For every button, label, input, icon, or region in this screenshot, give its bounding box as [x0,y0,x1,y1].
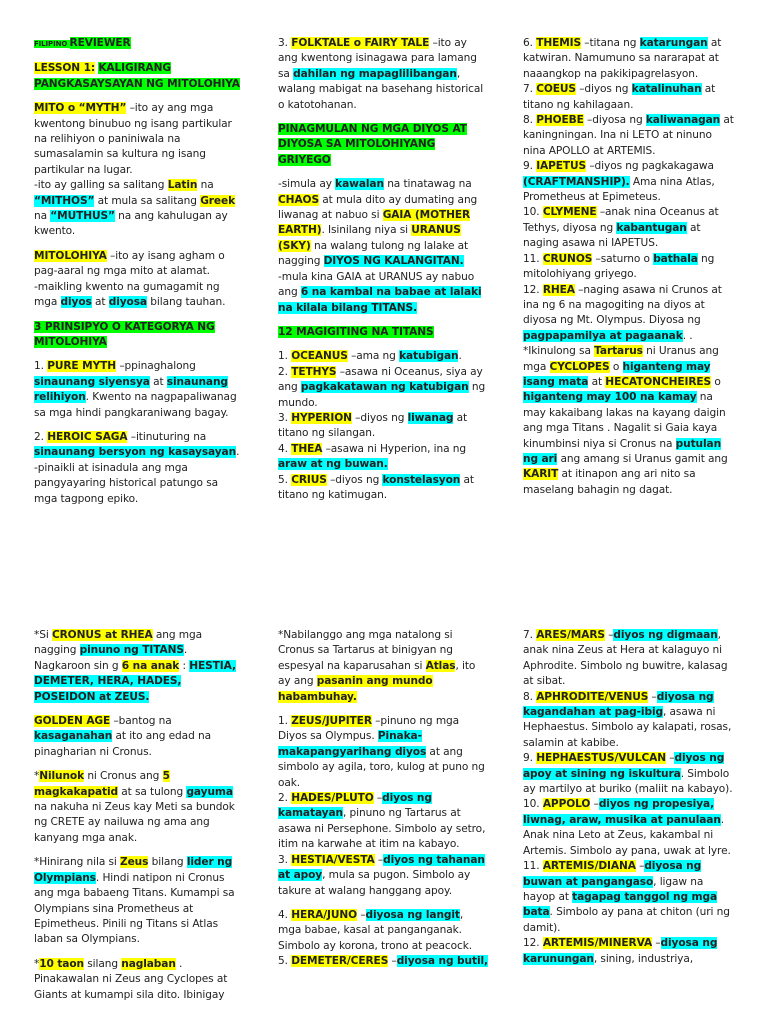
text-run: 3. [278,411,292,424]
paragraph [523,859,735,936]
text-run: 12. [523,937,543,950]
highlighted-text: 12 MAGIGITING NA TITANS [278,325,434,338]
text-run: . . [682,329,693,342]
paragraph [34,61,244,92]
text-run: 10. [523,206,543,219]
highlighted-text: HADES/PLUTO [291,792,374,805]
highlighted-text: ARTEMIS/DIANA [542,860,636,873]
highlighted-text: THEA [291,442,323,455]
text-run: silang [83,957,122,970]
highlighted-text: diyos ng propesiya, liwnag, araw, musika at panulaan [523,798,721,826]
highlighted-text: Zeus [120,856,149,869]
text-run: –asawa ni Oceanus, siya ay ang [278,365,483,394]
text-run: – [388,955,397,968]
top-column-2 [278,36,488,503]
highlighted-text: MITO o “MYTH” [34,102,127,115]
paragraph [523,751,735,797]
paragraph [278,411,488,442]
highlighted-text: Greek [200,194,236,207]
highlighted-text: REVIEWER [69,37,131,49]
text-run: ang mga nagging [34,629,203,657]
text-run: na tinatawag na [383,178,472,191]
highlighted-text: Atlas [425,659,456,672]
text-run: -simula ay [278,178,336,191]
highlighted-text: DIYOS NG KALANGITAN. [323,255,464,268]
text-run: –diyos ng pagkakagawa [586,160,714,173]
highlighted-text: TETHYS [291,365,337,378]
text-run: –ito ay isang agham o pag-aaral ng mga mito at alamat. [34,249,225,278]
paragraph [523,936,735,967]
text-run: –saturno o [592,252,654,265]
highlighted-text: higanteng may isang mata [523,360,711,388]
text-run: o [711,375,721,388]
paragraph [34,461,244,507]
text-run: ang amang si Uranus gamit ang [557,452,728,465]
highlighted-text: 10 taon [39,957,84,970]
highlighted-text: PURE MYTH [47,360,117,373]
highlighted-text: konstelasyon [382,473,461,486]
highlighted-text: OCEANUS [291,350,348,363]
text-run: * [34,957,40,970]
text-run: at naging asawa ni IAPETUS. [523,221,701,250]
text-run: . Kwento na nagpapaliwanag sa mga hindi pangkaraniwang bagay. [34,391,237,419]
text-run: na [197,179,214,192]
highlighted-text: 5 magkakapatid [34,770,170,798]
paragraph [278,908,488,954]
text-run: at ang simbolo ay agila, toro, kulog at puno ng oak. [278,745,485,789]
text-run: 7. [523,629,537,641]
highlighted-text: Tartarus [594,345,643,358]
highlighted-text: diyos ng digmaan [613,629,718,641]
text-run: at titano ng katimugan. [278,473,474,501]
text-run: – [374,853,384,866]
paragraph [278,270,488,316]
text-run: -ito ay galling sa salitang [34,179,168,192]
paragraph [278,36,488,113]
text-run: 11. [523,252,543,265]
text-run: . Hindi natipon ni Cronus ang mga babaeng Titans. Kumampi sa Olympians sina Prometheus at Epimetheus. Pinili ng Titans si Atlas laban sa Olympians. [34,871,235,946]
highlighted-text: THEMIS [536,37,582,49]
paragraph [278,325,488,340]
highlighted-text: “MUTHUS” [50,210,115,223]
text-run: 5. [278,473,292,486]
text-run: –diyosa ng [583,114,646,127]
highlighted-text: pagkakatawan ng katubigan [300,381,469,394]
highlighted-text: higanteng may 100 na kamay [523,391,697,404]
text-run: bilang [148,856,187,869]
text-run: 5. [278,955,292,968]
highlighted-text: dahilan ng mapaglilibangan [293,67,457,80]
text-run: ng mundo. [278,381,486,409]
paragraph [34,320,244,351]
paragraph [523,82,735,113]
highlighted-text: CRIUS [291,473,327,486]
highlighted-text: diyosa ng karunungan [523,937,718,965]
paragraph [34,769,244,846]
highlighted-text: CRUNOS [542,252,593,265]
text-run: 9. [523,160,537,173]
highlighted-text: kasaganahan [34,730,113,743]
paragraph [523,205,735,251]
text-run: . Pinakawalan ni Zeus ang Cyclopes at Giants at kumampi sila dito. Ibinigay [34,957,228,1001]
paragraph [34,855,244,947]
highlighted-text: 6 na anak [121,659,180,672]
highlighted-text: CYCLOPES [549,360,610,373]
highlighted-text: (CRAFTMANSHIP). [523,175,630,188]
text-run: 9. [523,752,537,765]
paragraph [523,36,735,82]
text-run: –diyos ng [351,411,408,424]
paragraph [278,349,488,364]
highlighted-text: HEROIC SAGA [47,430,128,443]
text-run: *Ikinulong sa [523,345,595,358]
text-run: , sining, industriya, [593,952,694,965]
paragraph [523,283,735,345]
highlighted-text: putulan ng ari [523,437,722,465]
text-run: 7. [523,83,537,96]
text-run: 2. [278,365,292,378]
highlighted-text: CLYMENE [542,206,597,219]
bottom-column-3 [523,628,735,967]
text-run: . Simbolo ay pana at chiton (uri ng damit). [523,906,730,934]
text-run: 3. [278,853,292,866]
highlighted-text: LESSON 1: [34,62,96,75]
text-run: na [34,210,51,223]
text-run: at itinapon ang ari nito sa maselang bahagin ng dagat. [523,468,696,496]
text-run: –titana ng [581,37,640,49]
highlighted-text: kaliwanagan [645,114,721,127]
text-run: -mula kina GAIA at URANUS ay nabuo ang [278,270,475,299]
paragraph [278,954,488,969]
text-run: 8. [523,114,537,127]
bottom-column-2 [278,628,488,970]
text-run: , ligaw na hayop at [523,875,704,903]
highlighted-text: GOLDEN AGE [34,715,111,728]
text-run: –diyos ng [326,473,383,486]
paragraph [278,791,488,853]
text-run: at mula dito ay dumating ang liwanag at nabuo si [278,193,478,222]
highlighted-text: pagpapamilya at pagaanak [523,329,683,342]
highlighted-text: HEPHAESTUS/VULCAN [536,752,667,765]
text-run: ni Cronus ang [84,770,163,783]
paragraph [523,797,735,859]
text-run: na ang kahulugan ay kwento. [34,210,228,238]
text-run: at ito ang edad na pinagharian ni Cronus. [34,730,211,758]
text-run: , walang mabigat na basehang historical o katotohanan. [278,67,484,111]
text-run: at [588,375,606,388]
highlighted-text: diyosa ng langit [365,908,460,921]
paragraph [278,853,488,899]
text-run: * [34,770,40,783]
highlighted-text: FILIPINO [34,40,70,48]
text-run: 2. [34,430,48,443]
text-run: -maikling kwento na gumagamit ng mga [34,280,220,309]
highlighted-text: sinaunang bersyon ng kasaysayan [34,446,237,459]
highlighted-text: PHOEBE [536,114,584,127]
text-run: – [604,629,614,641]
text-run: 4. [278,908,292,921]
text-run: –bantog na [110,715,172,728]
highlighted-text: sinaunang relihiyon [34,375,228,404]
text-run: na nakuha ni Zeus kay Meti sa bundok ng CRETE ay nailuwa ng ama ang kanyang mga anak. [34,801,235,844]
top-column-3 [523,36,735,498]
highlighted-text: URANUS (SKY) [278,224,461,252]
paragraph [34,249,244,280]
highlighted-text: diyosa ng butil, [396,955,488,968]
top-column-1 [34,36,244,507]
paragraph [523,690,735,752]
highlighted-text: kabantugan [616,221,687,234]
highlighted-text: HECATONCHEIRES [605,375,712,388]
highlighted-text: tagapag tanggol ng mga bata [523,890,718,919]
paragraph [34,36,244,52]
text-run: . Nagkaroon sin g [34,644,188,672]
text-run: –ito ay ang mga kwentong binubuo ng isang partikular na relihiyon o paniniwala na sumasalamin sa kultura ng isang partikular na lugar. [34,102,232,176]
text-run: , ito ay ang [278,659,476,688]
highlighted-text: “MITHOS” [34,194,95,207]
text-run: -pinaikli at isinadula ang mga pangyayaring historical patungo sa mga tagpong epiko. [34,461,219,505]
text-run: 12. [523,283,543,296]
text-run: bilang tauhan. [146,296,226,309]
text-run: – [666,752,675,765]
text-run: –naging asawa ni Crunos at ina ng 6 na magogiting na diyos at diyosa ng Mt. Olympus. Diyosa ng [523,283,722,327]
highlighted-text: diyosa ng kagandahan at pag-ibig [523,690,714,719]
text-run: ng mitolohiyang griyego. [523,252,715,281]
highlighted-text: DEMETER/CERES [291,955,389,968]
highlighted-text: KALIGIRANG PANGKASAYSAYAN NG MITOLOHIYA [34,62,240,90]
text-run: . [236,446,240,459]
highlighted-text: Pinaka-makapangyarihang diyos [278,730,427,758]
highlighted-text: sinaunang siyensya [34,375,150,388]
highlighted-text: CRONUS at RHEA [51,629,153,641]
text-run: 6. [523,37,537,49]
highlighted-text: pinuno ng TITANS [79,644,184,657]
highlighted-text: gayuma [186,785,233,798]
text-run: –anak nina Oceanus at Tethys, diyosa ng [523,206,719,234]
highlighted-text: CHAOS [278,193,319,206]
highlighted-text: ZEUS/JUPITER [291,715,372,728]
paragraph [34,101,244,178]
paragraph [523,628,735,690]
highlighted-text: katarungan [639,37,708,49]
highlighted-text: IAPETUS [536,160,587,173]
text-run: –ppinaghalong [116,360,196,373]
highlighted-text: kawalan [335,178,384,191]
paragraph [34,280,244,311]
highlighted-text: GAIA (MOTHER EARTH) [278,209,471,237]
highlighted-text: Nilunok [39,770,85,783]
highlighted-text: diyosa ng buwan at pangangaso [523,860,702,888]
text-run: –pinuno ng mga Diyos sa Olympus. [278,715,460,743]
highlighted-text: COEUS [536,83,576,96]
text-run: at [149,375,167,388]
paragraph [34,430,244,461]
highlighted-text: FOLKTALE o FAIRY TALE [291,37,430,49]
text-run: na may kakaibang lakas na kayang daigin ang mga Titans . Nagalit si Gaia kaya kinumbinsi niya si Cronus na [523,391,726,450]
text-run: at katwiran. Namumuno sa nararapat at naaangkop na pakikipagrelasyon. [523,37,722,80]
text-run: 2. [278,792,292,805]
highlighted-text: pasanin ang mundo habambuhay. [278,675,433,703]
text-run: *Si [34,629,52,641]
highlighted-text: HERA/JUNO [291,908,358,921]
text-run: 3. [278,37,292,49]
text-run: at sa tulong [117,785,187,798]
text-run: o [609,360,623,373]
text-run: *Nabilanggo ang mga natalong si Cronus sa Tartarus at binigyan ng espesyal na kaparusahan si [278,629,453,672]
highlighted-text: katalinuhan [631,83,702,96]
highlighted-text: katubigan [399,350,459,363]
highlighted-text: diyos ng apoy at sining ng iskultura [523,752,725,780]
text-run: 10. [523,798,543,811]
paragraph [278,122,488,168]
text-run: , asawa ni Hephaestus. Simbolo ay kalapati, rosas, salamin at kabibe. [523,706,732,749]
text-run: na walang tulong ng lalake at nagging [278,239,469,268]
paragraph [278,628,488,705]
paragraph [34,628,244,705]
highlighted-text: HESTIA/VESTA [291,853,375,866]
text-run: 8. [523,690,537,703]
paragraph [278,714,488,791]
text-run: 4. [278,442,292,455]
text-run: , mga babae, kasal at panganganak. Simbolo ay korona, trono at peacock. [278,908,472,952]
text-run: –ama ng [347,350,400,363]
highlighted-text: diyos [60,296,92,309]
highlighted-text: ARES/MARS [536,629,605,641]
highlighted-text: HYPERION [291,411,352,424]
highlighted-text: Latin [167,179,198,192]
text-run: –asawa ni Hyperion, ina ng [322,442,467,455]
paragraph [523,113,735,159]
text-run: *Hinirang nila si [34,856,121,869]
highlighted-text: KARIT [523,468,559,481]
highlighted-text: APHRODITE/VENUS [536,690,649,703]
text-run: – [635,860,645,873]
text-run: at [91,296,109,309]
paragraph [278,442,488,473]
highlighted-text: diyos ng kamatayan [278,792,432,820]
paragraph [34,359,244,421]
text-run: – [648,690,657,703]
text-run: – [590,798,599,811]
text-run: – [652,937,661,950]
text-run: at mula sa salitang [94,194,201,207]
text-run: at titano ng silangan. [278,411,468,440]
highlighted-text: diyos ng tahanan at apoy [278,853,485,882]
text-run: . Simbolo ay martilyo at buriko (maliit na kabayo). [523,767,733,796]
highlighted-text: APPOLO [542,798,591,811]
highlighted-text: araw at ng buwan. [278,458,388,471]
paragraph [523,344,735,498]
text-run: 1. [34,360,48,373]
highlighted-text: naglaban [121,957,176,970]
highlighted-text: liwanag [407,411,454,424]
text-run: . Anak nina Leto at Zeus, kakambal ni Artemis. Simbolo ay pana, uwak at lyre. [523,813,731,857]
highlighted-text: MITOLOHIYA [34,249,107,262]
highlighted-text: diyosa [108,296,147,309]
text-run: . [458,350,462,363]
highlighted-text: lider ng Olympians [34,856,233,884]
text-run: , mula sa pugon. Simbolo ay takure at walang hanggang apoy. [278,869,471,897]
text-run: at titano ng kahilagaan. [523,83,716,111]
text-run: –itinuturing na [127,430,207,443]
highlighted-text: 3 PRINSIPYO O KATEGORYA NG MITOLOHIYA [34,320,215,348]
text-run: Ama nina Atlas, Prometheus at Epimeteus. [523,175,715,204]
text-run: at kaningningan. Ina ni LETO at ninuno nina APOLLO at ARTEMIS. [523,114,734,157]
bottom-column-1 [34,628,244,1003]
paragraph [523,159,735,205]
highlighted-text: HESTIA, DEMETER, HERA, HADES, POSEIDON at ZEUS. [34,659,236,703]
text-run: , pinuno ng Tartarus at asawa ni Persephone. Simbolo ay setro, itim na karwahe at itim na kabayo. [278,807,486,851]
text-run: – [357,908,366,921]
text-run: –diyos ng [575,83,632,96]
text-run: . Isinilang niya si [321,224,412,237]
text-run: , anak nina Zeus at Hera at kalaguyo ni Aphrodite. Simbolo ng buwitre, kalasag at sibat. [523,629,728,688]
text-run: – [373,792,383,805]
paragraph [34,178,244,240]
paragraph [278,177,488,269]
paragraph [523,252,735,283]
paragraph [34,957,244,1003]
highlighted-text: bathala [653,252,698,265]
paragraph [34,714,244,760]
text-run: 1. [278,350,292,363]
text-run: ni Uranus ang mga [523,345,719,373]
text-run: 1. [278,715,292,728]
text-run: 11. [523,860,543,873]
highlighted-text: 6 na kambal na babae at lalaki na kilala bilang TITANS. [278,286,482,314]
text-run: –ito ay ang kwentong isinagawa para lamang sa [278,37,477,80]
highlighted-text: RHEA [542,283,575,296]
highlighted-text: PINAGMULAN NG MGA DIYOS AT DIYOSA SA MITOLOHIYANG GRIYEGO [278,123,467,166]
text-run: : [179,659,190,672]
paragraph [278,473,488,504]
highlighted-text: ARTEMIS/MINERVA [542,937,653,950]
paragraph [278,365,488,411]
